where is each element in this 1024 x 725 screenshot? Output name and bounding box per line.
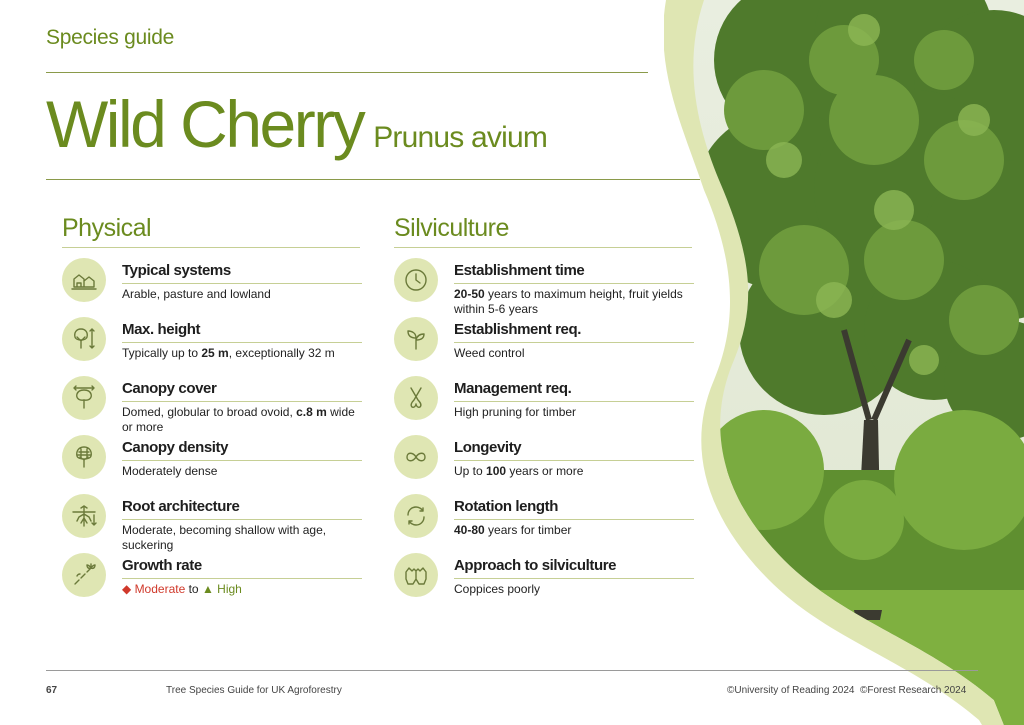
growth-moderate-indicator: ◆ Moderate — [122, 582, 186, 596]
latin-name: Prunus avium — [373, 121, 548, 154]
silviculture-item-title: Establishment req. — [454, 321, 582, 338]
physical-item-text — [122, 582, 362, 597]
physical-item — [62, 317, 372, 367]
silviculture-item-text: Coppices poorly — [454, 582, 541, 596]
header-rule — [46, 72, 648, 73]
silviculture-item — [394, 435, 704, 485]
sprout-icon — [394, 317, 438, 361]
silviculture-item-title: Approach to silviculture — [454, 557, 617, 574]
page-number: 67 — [46, 685, 58, 696]
physical-item-title: Growth rate — [122, 557, 202, 574]
physical-item-title: Canopy density — [122, 439, 229, 456]
species-guide-kicker: Species guide — [46, 26, 175, 49]
silviculture-item-text: 20-50 years to maximum height, fruit yields within 5-6 years — [454, 287, 683, 316]
rotation-cycle-icon — [394, 494, 438, 538]
growth-to: to — [185, 582, 202, 596]
silviculture-item — [394, 494, 704, 544]
physical-item — [62, 435, 372, 485]
silviculture-item-rule — [454, 283, 694, 284]
tree-height-icon — [62, 317, 106, 361]
physical-heading-rule — [62, 247, 360, 248]
footer-rule — [46, 670, 978, 671]
page-title — [46, 86, 547, 162]
silviculture-item-rule — [454, 401, 694, 402]
silviculture-item-rule — [454, 519, 694, 520]
silviculture-heading-rule — [394, 247, 692, 248]
growth-rate-icon — [62, 553, 106, 597]
silviculture-item-title: Longevity — [454, 439, 522, 456]
wild-cherry-tree-photo — [664, 0, 1024, 725]
physical-item-text: Typically up to 25 m, exceptionally 32 m — [122, 346, 335, 360]
physical-item-rule — [122, 460, 362, 461]
physical-item-text: Moderate, becoming shallow with age, suckering — [122, 523, 327, 552]
physical-heading: Physical — [62, 214, 152, 242]
farm-buildings-icon — [62, 258, 106, 302]
silviculture-item-text: High pruning for timber — [454, 405, 577, 419]
physical-item-title: Max. height — [122, 321, 201, 338]
physical-item — [62, 258, 372, 308]
physical-item-title: Canopy cover — [122, 380, 217, 397]
silviculture-heading: Silviculture — [394, 214, 509, 242]
silviculture-item — [394, 376, 704, 426]
physical-item-text: Moderately dense — [122, 464, 218, 478]
tree-canopy-width-icon — [62, 376, 106, 420]
infinity-icon — [394, 435, 438, 479]
physical-item-title: Typical systems — [122, 262, 231, 279]
silviculture-item — [394, 258, 704, 316]
silviculture-item — [394, 317, 704, 367]
silviculture-item-rule — [454, 460, 694, 461]
physical-item-rule — [122, 283, 362, 284]
physical-item-rule — [122, 578, 362, 579]
silviculture-item-text: Up to 100 years or more — [454, 464, 584, 478]
physical-item — [62, 494, 372, 552]
silviculture-item-title: Establishment time — [454, 262, 585, 279]
clock-icon — [394, 258, 438, 302]
title-rule — [46, 179, 700, 180]
physical-item-rule — [122, 401, 362, 402]
physical-item-text: Arable, pasture and lowland — [122, 287, 271, 301]
silviculture-item-text: 40-80 years for timber — [454, 523, 572, 537]
physical-item-text: Domed, globular to broad ovoid, c.8 m wide or more — [122, 405, 355, 434]
silviculture-item-title: Rotation length — [454, 498, 558, 515]
gloved-hands-icon — [394, 553, 438, 597]
physical-item — [62, 553, 372, 603]
silviculture-item-rule — [454, 342, 694, 343]
physical-item-rule — [122, 342, 362, 343]
roots-icon — [62, 494, 106, 538]
common-name: Wild Cherry — [46, 87, 364, 161]
guide-title: Tree Species Guide for UK Agroforestry — [166, 685, 342, 696]
physical-item-title: Root architecture — [122, 498, 240, 515]
physical-item-rule — [122, 519, 362, 520]
silviculture-item-text: Weed control — [454, 346, 525, 360]
copyright: ©University of Reading 2024 ©Forest Research 2024 — [727, 685, 967, 696]
silviculture-item-rule — [454, 578, 694, 579]
silviculture-item-title: Management req. — [454, 380, 572, 397]
pruning-shears-icon — [394, 376, 438, 420]
silviculture-item — [394, 553, 704, 603]
growth-high-indicator: ▲ High — [201, 582, 242, 596]
physical-item — [62, 376, 372, 434]
canopy-density-icon — [62, 435, 106, 479]
